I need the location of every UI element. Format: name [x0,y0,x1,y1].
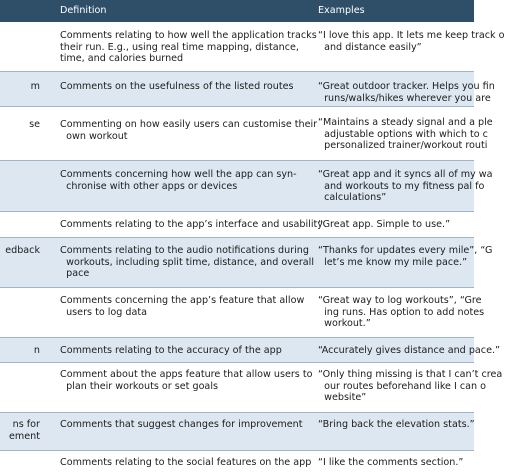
table-row [0,413,474,451]
row-example: “Great way to log workouts”, “Gre ing runs. Has option to add notes workout.” [318,295,485,329]
row-example: “Great outdoor tracker. Helps you fin runs/walks/hikes wherever you are [318,81,495,104]
table-row [0,363,503,413]
table-row [0,107,493,161]
table-row [0,72,495,107]
table-row [0,161,493,212]
row-definition: Comment about the apps feature that allow users to plan their workouts or set goals [60,369,313,392]
row-definition: Comments relating to how well the application tracks their run. E.g., using real time mapping, distance, time, and calories burned [60,30,317,64]
row-example: “Thanks for updates every mile”, “G let’s me know my mile pace.” [318,245,493,268]
table-row [0,451,474,474]
table-header [0,0,474,22]
row-category: ns for ement [9,419,40,442]
row-definition: Comments relating to the app’s interface and usability [60,219,323,230]
row-example: “I love this app. It lets me keep track o and distance easily” [318,30,505,53]
row-example: “I like the comments section.” [318,457,464,468]
row-category: edback [5,245,40,256]
row-definition: Comments that suggest changes for improvement [60,419,303,430]
row-example: “Bring back the elevation stats.” [318,419,475,430]
row-example: “Maintains a steady signal and a ple adjustable options with which to c personalized trainer/workout routi [318,117,493,151]
row-definition: Comments on the usefulness of the listed routes [60,81,294,92]
table-row [0,212,474,238]
table-row [0,288,485,338]
row-definition: Commenting on how easily users can customise their own workout [60,119,318,142]
header-examples: Examples [318,5,365,16]
row-category: se [29,119,40,130]
row-definition: Comments concerning how well the app can syn- chronise with other apps or devices [60,169,297,192]
row-definition: Comments relating to the audio notifications during workouts, including split time, distance, and overall pace [60,245,314,279]
row-definition: Comments relating to the accuracy of the app [60,345,282,356]
row-example: “Great app. Simple to use.” [318,219,451,230]
table-row [0,238,493,288]
header-definition: Definition [60,5,107,16]
row-example: “Great app and it syncs all of my wa and workouts to my fitness pal fo calculations” [318,169,493,203]
row-example: “Accurately gives distance and pace.” [318,345,500,356]
row-example: “Only thing missing is that I can’t crea our routes beforehand like I can o website” [318,369,503,403]
row-definition: Comments relating to the social features on the app [60,457,312,468]
row-category: m [30,81,40,92]
table-row [0,338,500,363]
table-row [0,22,505,72]
row-category: n [33,345,40,356]
row-definition: Comments concerning the app’s feature that allow users to log data [60,295,305,318]
